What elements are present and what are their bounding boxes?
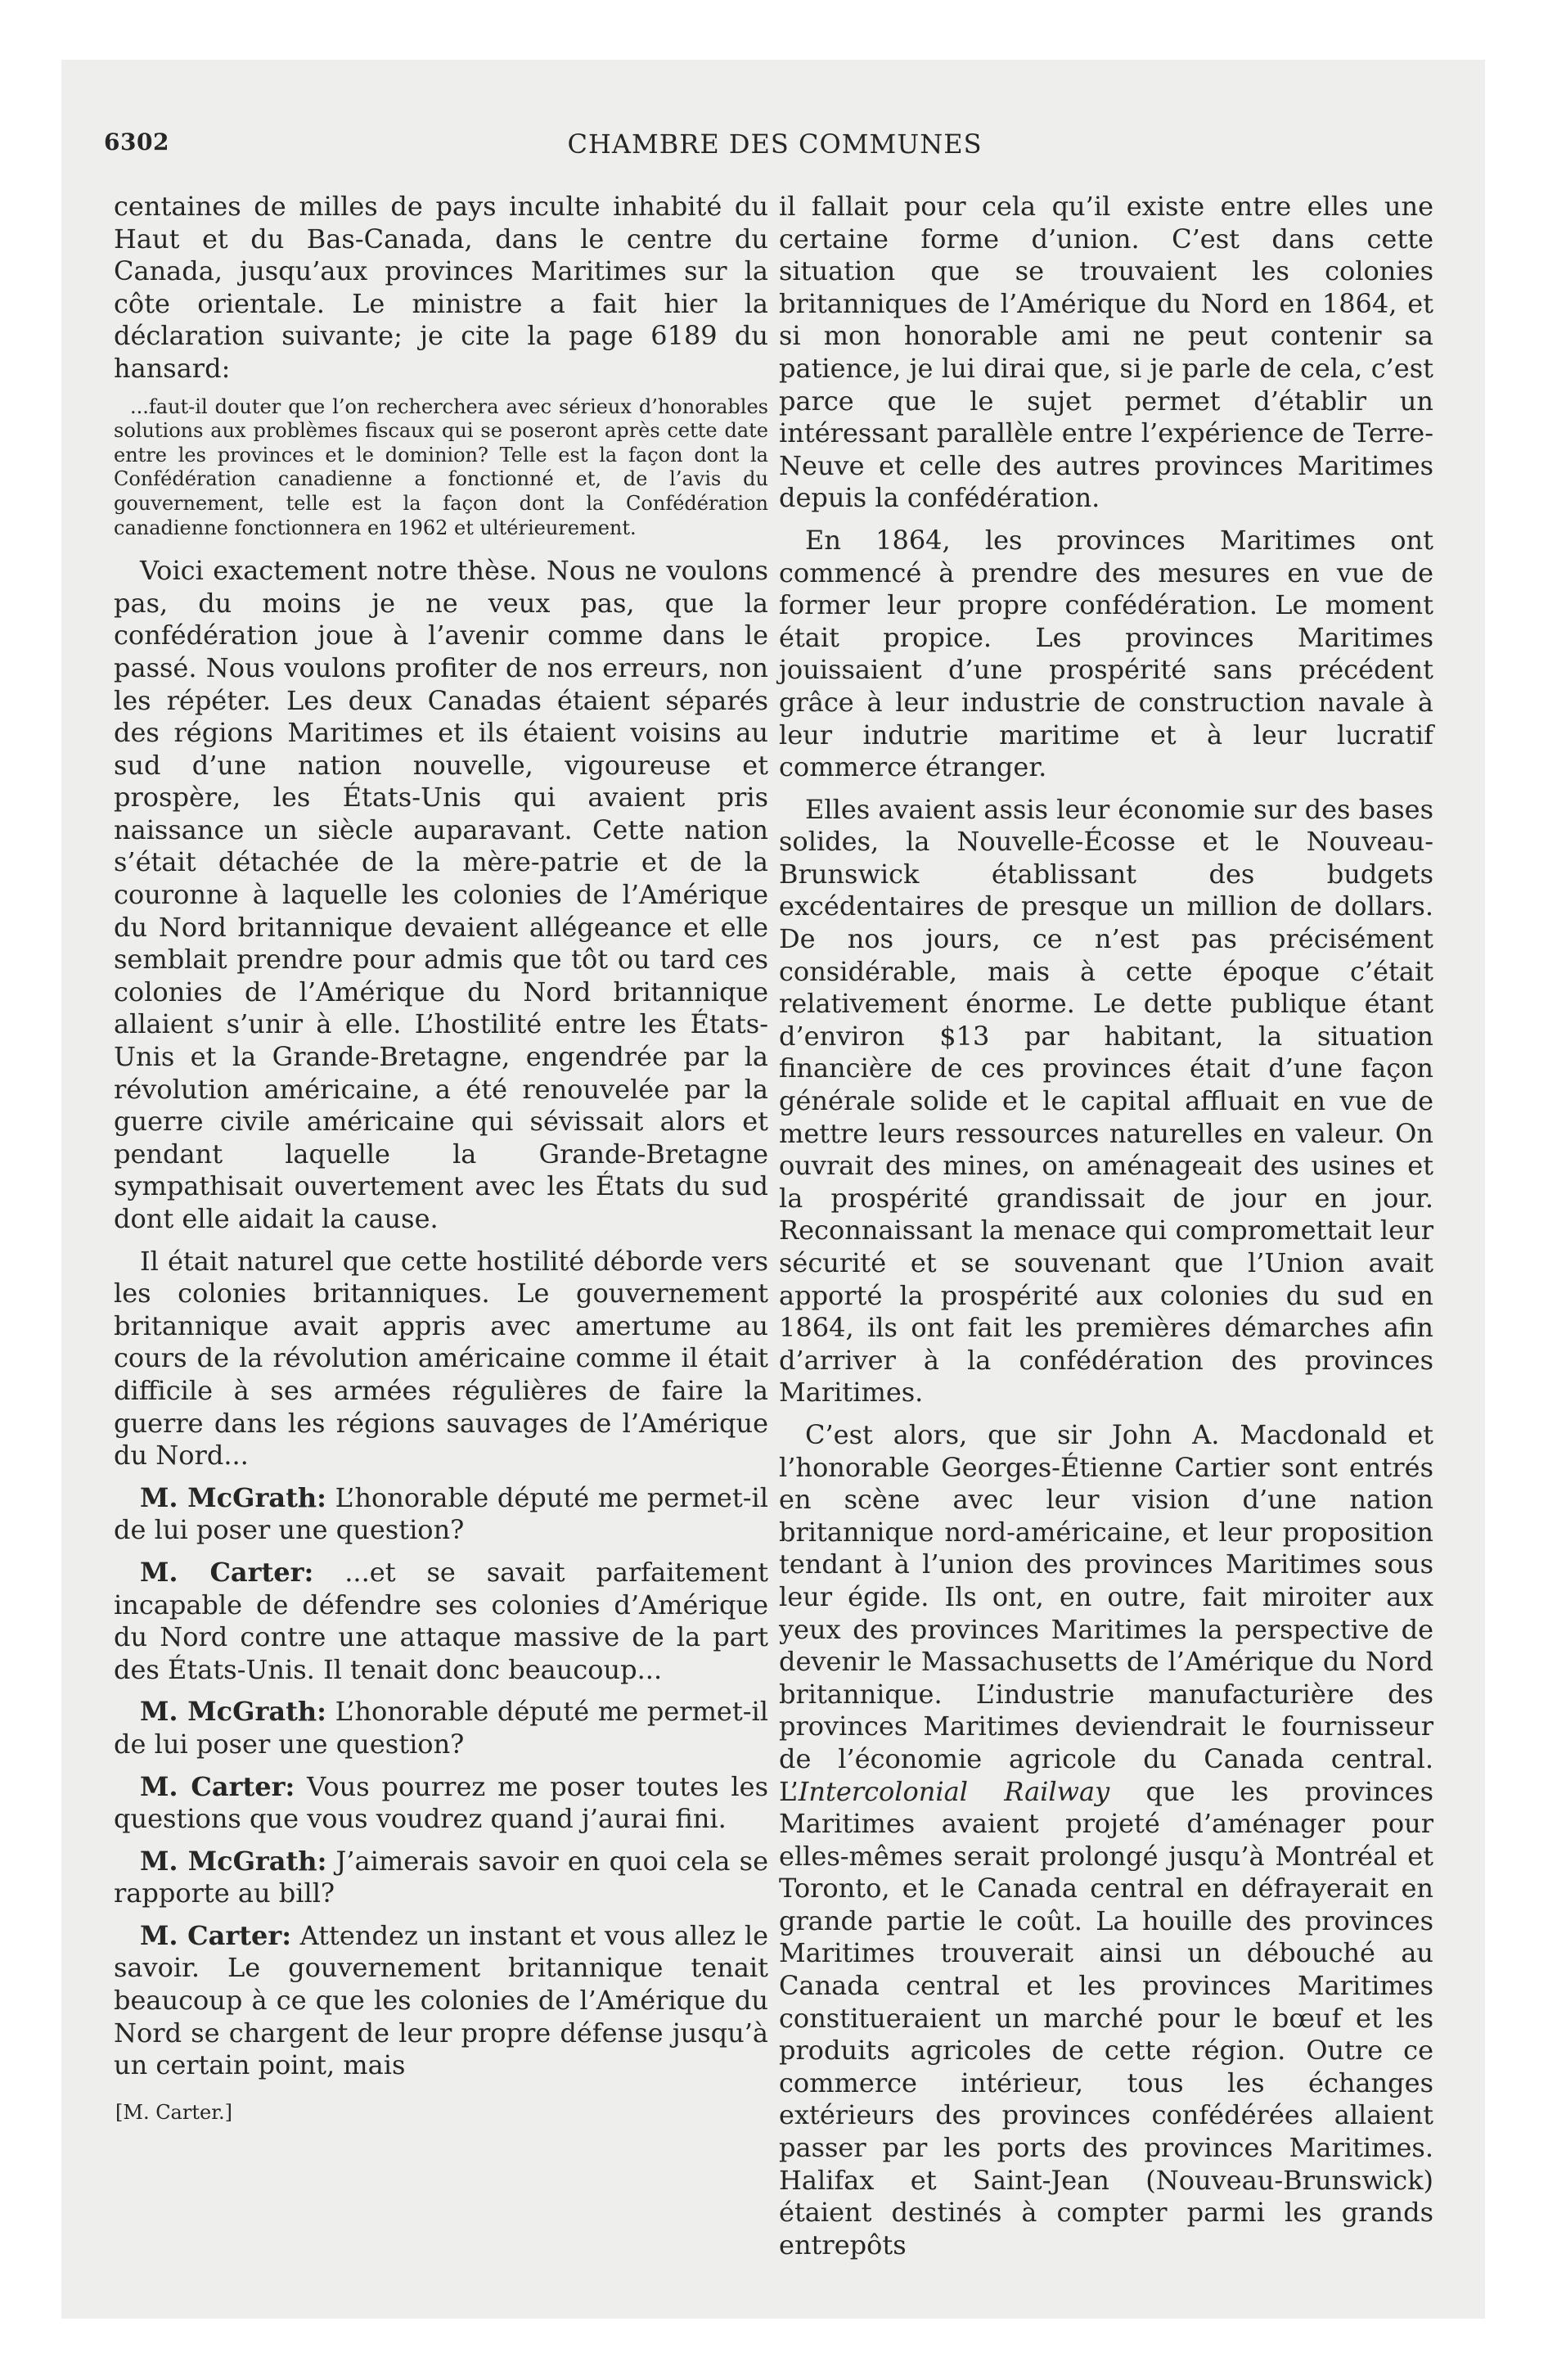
speaker-name: M. Carter: — [140, 1919, 292, 1951]
block-quote: ...faut-il douter que l’on recherchera avec sérieux d’honorables solutions aux problèmes fiscaux qui se poseront après cette date entre les provinces et le dominion? Telle est la façon dont la Confédération canadienne a fonctionné et, de l’avis du gouvernement, telle est la façon dont la Confédération canadienne fonctionnera en 1962 et ultérieurement. — [114, 394, 768, 539]
page-header — [104, 128, 1446, 161]
paragraph — [779, 1419, 1433, 2261]
left-column — [114, 191, 768, 2125]
speech-text: J’aimerais savoir en quoi cela se rapporte au bill? — [114, 1845, 769, 1909]
running-head: CHAMBRE DES COMMUNES — [567, 128, 983, 160]
paragraph-text: C’est alors, que sir John A. Macdonald et l’honorable Georges-Étienne Cartier sont entrés en scène avec leur vision d’une nation britannique nord-américaine, et leur proposition tendant à l’union des provinces Maritimes sous leur égide. Ils ont, en outre, fait miroiter aux yeux des provinces Maritimes la perspective de devenir le Massachusetts de l’Amérique du Nord britannique. L’industrie manufacturière des provinces Maritimes deviendrait le fournisseur de l’économie agricole du Canada central. L’ — [779, 1418, 1433, 1807]
speech-entry — [114, 1696, 768, 1760]
speech-text: ...et se savait parfaitement incapable de défendre ses colonies d’Amérique du Nord contre une attaque massive de la part des États-Unis. Il tenait donc beaucoup... — [114, 1556, 768, 1685]
speech-entry — [114, 1846, 768, 1910]
speech-entry — [114, 1557, 768, 1686]
speech-entry — [114, 1920, 768, 2082]
right-column — [779, 191, 1433, 2271]
speech-text: L’honorable député me permet-il de lui poser une question? — [114, 1481, 768, 1546]
speech-text: Attendez un instant et vous allez le savoir. Le gouvernement britannique tenait beaucoup à ce que les colonies de l’Amérique du Nord se chargent de leur propre défense jusqu’à un certain point, mais — [114, 1919, 769, 2081]
speaker-footer: [M. Carter.] — [115, 2100, 233, 2124]
speaker-name: M. McGrath: — [140, 1696, 326, 1728]
railway-name: Intercolonial Railway — [798, 1775, 1110, 1807]
speech-entry — [114, 1771, 768, 1836]
speaker-name: M. Carter: — [140, 1770, 295, 1802]
paragraph: Voici exactement notre thèse. Nous ne voulons pas, du moins je ne veux pas, que la confédération joue à l’avenir comme dans le passé. Nous voulons profiter de nos erreurs, non les répéter. Les deux Canadas étaient séparés des régions Maritimes et ils étaient voisins au sud d’une nation nouvelle, vigoureuse et prospère, les États-Unis qui avaient pris naissance un siècle auparavant. Cette nation s’était détachée de la mère-patrie et de la couronne à laquelle les colonies de l’Amérique du Nord britannique devaient allégeance et elle semblait prendre pour admis que tôt ou tard ces colonies de l’Amérique du Nord britannique allaient s’unir à elle. L’hostilité entre les États-Unis et la Grande-Bretagne, engendrée par la révolution américaine, a été renouvelée par la guerre civile américaine qui sévissait alors et pendant laquelle la Grande-Bretagne sympathisait ouvertement avec les États du sud dont elle aidait la cause. — [114, 555, 768, 1234]
paragraph-text: que les provinces Maritimes avaient projeté d’aménager pour elles-mêmes serait prolongé jusqu’à Montréal et Toronto, et le Canada central en défrayerait en grande partie le coût. La houille des provinces Maritimes trouverait ainsi un débouché au Canada central et les provinces Maritimes constitueraient un marché pour le bœuf et les produits agricoles de cette région. Outre ce commerce intérieur, tous les échanges extérieurs des provinces confédérées allaient passer par les ports des provinces Maritimes. Halifax et Saint-Jean (Nouveau-Brunswick) étaient destinés à compter parmi les grands entrepôts — [779, 1775, 1434, 2261]
paragraph: Il était naturel que cette hostilité déborde vers les colonies britanniques. Le gouvernement britannique avait appris avec amertume au cours de la révolution américaine comme il était difficile à ses armées régulières de faire la guerre dans les régions sauvages de l’Amérique du Nord... — [114, 1245, 768, 1472]
paragraph: En 1864, les provinces Maritimes ont commencé à prendre des mesures en vue de former leur propre confédération. Le moment était propice. Les provinces Maritimes jouissaient d’une prospérité sans précédent grâce à leur industrie de construction navale à leur indutrie maritime et à leur lucratif commerce étranger. — [779, 524, 1433, 783]
paragraph: centaines de milles de pays inculte inhabité du Haut et du Bas-Canada, dans le centre du Canada, jusqu’aux provinces Maritimes sur la côte orientale. Le ministre a fait hier la déclaration suivante; je cite la page 6189 du hansard: — [114, 191, 768, 384]
paragraph: Elles avaient assis leur économie sur des bases solides, la Nouvelle-Écosse et le Nouveau-Brunswick établissant des budgets excédentaires de presque un million de dollars. De nos jours, ce n’est pas précisément considérable, mais à cette époque c’était relativement énorme. Le dette publique étant d’environ $13 par habitant, la situation financière de ces provinces était d’une façon générale solide et le capital affluait en vue de mettre leurs ressources naturelles en valeur. On ouvrait des mines, on aménageait des usines et la prospérité grandissait de jour en jour. Reconnaissant la menace qui compromettait leur sécurité et se souvenant que l’Union avait apporté la prospérité aux colonies du sud en 1864, ils ont fait les premières démarches afin d’arriver à la confédération des provinces Maritimes. — [779, 793, 1433, 1409]
speech-text: Vous pourrez me poser toutes les questions que vous voudrez quand j’aurai fini. — [114, 1770, 769, 1835]
page-sheet — [61, 60, 1485, 2319]
speaker-name: M. Carter: — [140, 1556, 314, 1588]
paragraph: il fallait pour cela qu’il existe entre elles une certaine forme d’union. C’est dans cette situation que se trouvaient les colonies britanniques de l’Amérique du Nord en 1864, et si mon honorable ami ne peut contenir sa patience, je lui dirai que, si je parle de cela, c’est parce que le sujet permet d’établir un intéressant parallèle entre l’expérience de Terre-Neuve et celle des autres provinces Maritimes depuis la confédération. — [779, 191, 1433, 514]
page-number: 6302 — [104, 128, 169, 156]
speaker-name: M. McGrath: — [140, 1481, 326, 1513]
speaker-name: M. McGrath: — [140, 1845, 327, 1877]
speech-entry — [114, 1482, 768, 1547]
speech-text: L’honorable député me permet-il de lui poser une question? — [114, 1696, 768, 1760]
